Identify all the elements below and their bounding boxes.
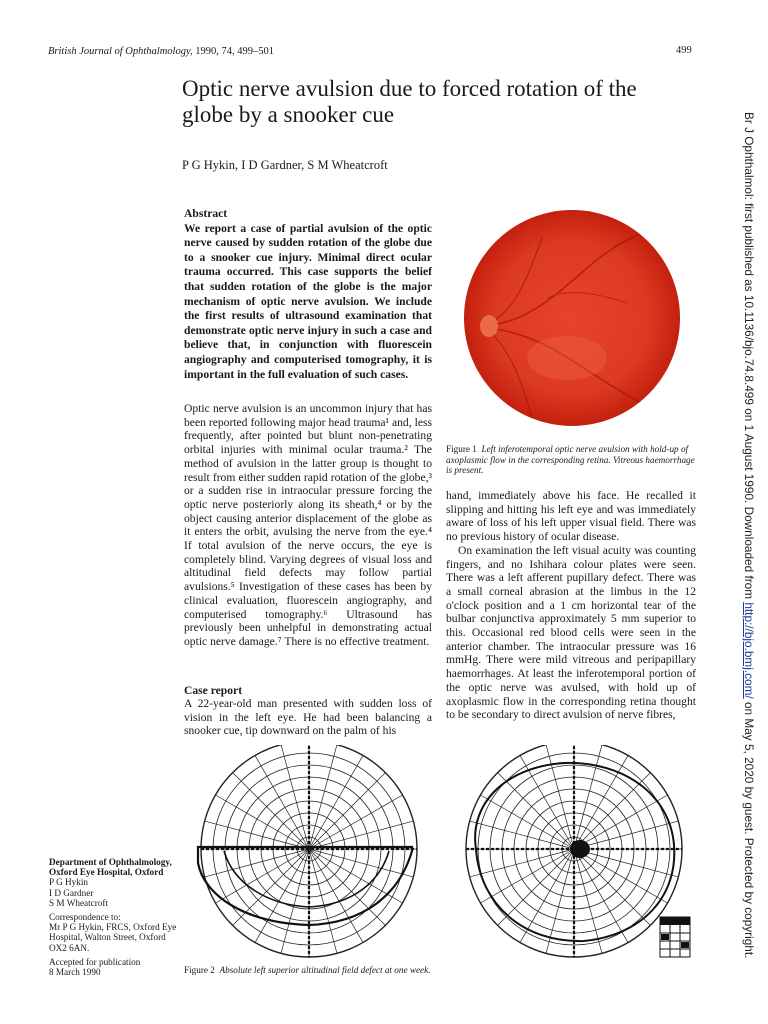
figure2-caption: [184, 965, 431, 975]
case-report-paragraph-2: On examination the left visual acuity was counting fingers, and no Ishihara colour plates were seen. There was a left afferent pupillary defect. There was a small corneal abrasion at the limbus in the 12 o'clock position and a 1 cm horizontal tear of the bulbar conjunctiva approximately 5 mm superior to this. Occasional red blood cells were seen in the anterior chamber. The intraocular pressure was 16 mmHg. There were mild vitreous and peripapillary haemorrhages. At least the inferotemporal portion of the optic nerve was avulsed, with hold up of axoplasmic flow in the corresponding retina thought to be secondary to direct avulsion of nerve fibres,: [446, 543, 696, 722]
field-grid-spoke: [546, 745, 574, 849]
side-note-prefix: Br J Ophthalmol: first published as 10.1136/bjo.74.8.499 on 1 August 1990. Downloaded from: [742, 112, 756, 600]
abstract-text: We report a case of partial avulsion of the optic nerve caused by sudden rotation of the globe due to a snooker cue injury. Minimal direct ocular trauma occurred. This case supports the belief that sudden rotation of the globe is the major mechanism of optic nerve avulsion. We include the first results of ultrasound examination that demonstrate optic nerve injury in such a case and believe that, in conjunction with fluorescein angiography and computerised tomography, it is important in the full evaluation of such cases.: [184, 221, 432, 381]
case-report-column-left: [184, 697, 432, 738]
affiliation-name: P G Hykin: [49, 877, 88, 888]
accepted-label: Accepted for publication: [49, 956, 141, 967]
case-report-paragraph-1: A 22-year-old man presented with sudden loss of vision in the left eye. He had been balancing a snooker cue, tip downward on the palm of his: [184, 697, 432, 738]
field-grid-spoke: [574, 745, 602, 849]
field-grid-spoke: [309, 849, 413, 877]
field-grid-spoke: [205, 821, 309, 849]
field-grid-spoke: [470, 849, 574, 877]
affiliation-department: Department of Ophthalmology, Oxford Eye Hospital, Oxford: [49, 857, 172, 878]
right-blind-spot: [570, 840, 590, 858]
field-grid-spoke: [309, 849, 337, 953]
intro-paragraph: Optic nerve avulsion is an uncommon injury that has been reported following major head trauma¹ and, less frequently, after pointed but blunt non-penetrating orbital injuries with minimal ocular trauma.² The method of avulsion in the latter group is thought to result from either sudden rapid rotation of the globe,³ or a sudden rise in intraocular pressure forcing the optic nerve posteriorly along its sheath,⁴ or by the object causing anterior displacement of the globe as it enters the orbit, avulsing the nerve from the eye.⁴ If total avulsion of the nerve occurs, the eye is completely blind. Varying degrees of visual loss and altitudinal field defects may follow partial avulsions.⁵ Investigation of these cases has been by clinical evaluation, fluorescein angiography, and computerised tomography.⁶ Ultrasound has previously been unhelpful in demonstrating actual optic nerve damage.⁷ There is no effective treatment.: [184, 402, 432, 648]
figure2-caption-text: Absolute left superior altitudinal field defect at one week.: [219, 965, 431, 975]
field-grid-spoke: [281, 745, 309, 849]
figure1-caption: [446, 444, 696, 476]
field-grid-spoke: [233, 849, 309, 925]
affiliation-name: S M Wheatcroft: [49, 897, 109, 908]
case-report-column-right: [446, 489, 696, 722]
journal-citation: [48, 46, 274, 57]
figure2-label: Figure 2: [184, 965, 215, 975]
page-number: 499: [676, 45, 692, 56]
side-note-suffix: on May 5, 2020 by guest. Protected by copyright.: [742, 702, 756, 959]
field-grid-spoke: [574, 849, 650, 925]
figure1-label: Figure 1: [446, 444, 477, 454]
journal-volume-pages: 1990, 74, 499–501: [195, 46, 275, 57]
abstract-heading: Abstract: [184, 207, 228, 220]
journal-name: British Journal of Ophthalmology,: [48, 46, 193, 57]
fundus-disc: [464, 210, 680, 426]
figure1-fundus-photo: [447, 208, 697, 428]
accepted-date: 8 March 1990: [49, 967, 101, 978]
retinal-whitening: [527, 336, 607, 380]
optic-disc: [480, 315, 498, 337]
copyright-side-note: [742, 112, 756, 958]
case-report-heading: Case report: [184, 684, 243, 697]
field-legend-grid: [660, 917, 690, 957]
abstract: [184, 207, 432, 382]
figure2-visual-field-charts: [184, 745, 696, 963]
journal-url-link[interactable]: http://bjo.bmj.com/: [742, 602, 756, 699]
field-grid-spoke: [281, 849, 309, 953]
field-grid-spoke: [309, 745, 337, 849]
field-grid-spoke: [205, 849, 309, 877]
field-grid-spoke: [309, 849, 385, 925]
introduction-text: [184, 402, 432, 649]
field-grid-spoke: [498, 849, 574, 925]
correspondence-label: Correspondence to:: [49, 912, 121, 923]
field-grid-spoke: [498, 773, 574, 849]
article-title: Optic nerve avulsion due to forced rotation of the globe by a snooker cue: [182, 76, 637, 127]
field-grid-spoke: [233, 773, 309, 849]
field-grid-spoke: [309, 821, 413, 849]
field-grid-spoke: [574, 849, 678, 877]
figure1-caption-text: Left inferotemporal optic nerve avulsion with hold-up of axoplasmic flow in the corresponding retina. Vitreous haemorrhage is present.: [446, 444, 695, 476]
field-grid-spoke: [574, 821, 678, 849]
correspondence-address: Mr P G Hykin, FRCS, Oxford Eye Hospital, Walton Street, Oxford OX2 6AN.: [49, 922, 177, 953]
field-grid-spoke: [470, 821, 574, 849]
field-grid-spoke: [574, 849, 602, 953]
affiliation-name: I D Gardner: [49, 887, 94, 898]
case-report-paragraph-1-cont: hand, immediately above his face. He recalled it slipping and hitting his left eye and was immediately aware of loss of his left upper visual field. There was no previous history of ocular disease.: [446, 489, 696, 544]
author-list: P G Hykin, I D Gardner, S M Wheatcroft: [182, 158, 388, 172]
author-affiliation: [49, 857, 179, 977]
field-grid-spoke: [309, 773, 385, 849]
